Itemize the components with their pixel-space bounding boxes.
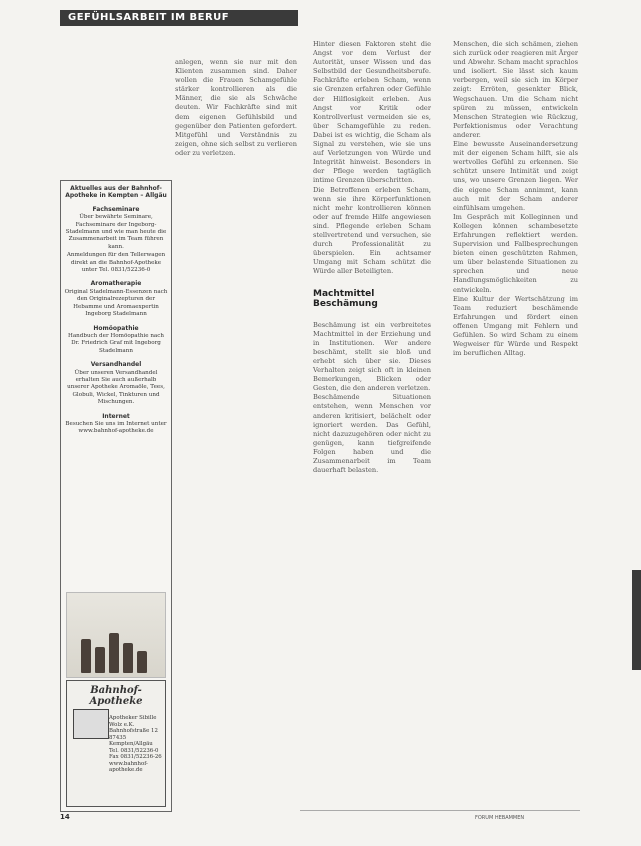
bottle-image: [95, 647, 105, 673]
ad-section-title: Fachseminare: [92, 205, 140, 213]
bottle-image: [123, 643, 133, 673]
pharmacy-address: [109, 707, 165, 774]
pharmacy-logo-box: [66, 680, 166, 807]
address-line: www.bahnhof-apotheke.de: [109, 760, 148, 773]
text-column-2: [313, 40, 431, 475]
paragraph: Menschen, die sich schämen, ziehen sich zurück oder reagieren mit Ärger und Abwehr. Scham macht sprachlos und isoliert. Sie lässt sich kaum verbergen, weil sie sich im Körper zeigt: Erröten, gesenkter Blick, Wegschauen. Um die Scham nicht spüren zu müssen, entwickeln Menschen Strategien wie Rückzug, Perfektionismus oder Verachtung anderer.: [453, 40, 578, 139]
ad-section-text: Anmeldungen für den Tellerwagen direkt an die Bahnhof-Apotheke unter Tel. 0831/52236-0: [66, 252, 166, 274]
ad-section-title: Internet: [102, 412, 130, 420]
ad-section-text: Über unseren Versandhandel erhalten Sie auch außerhalb unserer Apotheke Aromaöle, Tees, Globuli, Wickel, Tinkturen und Mischungen.: [67, 369, 165, 406]
section-header: [60, 10, 298, 26]
subheading: Machtmittel Beschämung: [313, 289, 378, 309]
paragraph: Die Betroffenen erleben Scham, wenn sie ihre Körperfunktionen nicht mehr kontrollieren können oder auf fremde Hilfe angewiesen sind. Pflegende erleben Scham stellvertretend und versuchen, sie durch Professionalität zu überspielen. Ein achtsamer Umgang mit Scham schützt die Würde aller Beteiligten.: [313, 185, 431, 276]
ad-section-title: Versandhandel: [90, 361, 142, 369]
bottle-image: [81, 639, 91, 673]
ad-section-title: Homöopathie: [93, 324, 139, 332]
address-line: Tel. 0831/52236-0: [109, 747, 159, 754]
paragraph: Hinter diesen Faktoren steht die Angst vor dem Verlust der Autorität, unser Wissen und das Selbstbild der Gesundheitsberufe. Fachkräfte erleben Scham, wenn sie Grenzen erfahren oder Gefühle der Hilflosigkeit erleben. Aus Angst vor Kritik oder Kontrollverlust vermeiden sie es, über Schamgefühle zu reden. Dabei ist es wichtig, die Scham als Signal zu verstehen, wie sie uns auf Verletzungen von Würde und Integrität hinweist. Besonders in der Pflege werden tagtäglich intime Grenzen überschritten.: [313, 40, 431, 185]
section-title: GEFÜHLSARBEIT IM BERUF: [68, 12, 230, 23]
page-number: 14: [60, 813, 70, 821]
paragraph: Eine bewusste Auseinandersetzung mit der eigenen Scham hilft, sie als wertvolles Gefühl zu erkennen. Sie schützt unsere Intimität und zeigt uns, wo unsere Grenzen liegen. Wer die eigene Scham annimmt, kann auch mit der Scham anderer einfühlsam umgehen.: [453, 140, 578, 212]
address-line: Apotheker Sibille Wolz e.K.: [109, 715, 157, 728]
bottle-image: [109, 633, 119, 673]
ad-section-text: Besuchen Sie uns im Internet unter www.bahnhof-apotheke.de: [65, 420, 167, 435]
edge-tab: [632, 570, 641, 670]
pharmacy-logo-name: Bahnhof-Apotheke: [89, 685, 143, 707]
address-line: 87435 Kempten/Allgäu: [109, 734, 153, 747]
paragraph: Beschämende Situationen entstehen, wenn Menschen vor anderen kritisiert, belächelt oder ignoriert werden. Das Gefühl, nicht dazuzugehören oder nicht zu genügen, kann tiefgreifende Folgen haben und die Zusammenarbeit im Team dauerhaft belasten.: [313, 393, 431, 475]
ad-section-text: Handbuch der Homöopathie nach Dr. Friedrich Graf mit Ingeborg Stadelmann: [67, 332, 165, 354]
text-column-3: [453, 40, 578, 358]
paragraph: Im Gespräch mit Kolleginnen und Kollegen können schambesetzte Erfahrungen reflektiert werden. Supervision und Fallbesprechungen bieten einen geschützten Rahmen, um über belastende Situationen zu sprechen und neue Handlungsmöglichkeiten zu entwickeln.: [453, 212, 578, 294]
paragraph: Beschämung ist ein verbreitetes Machtmittel in der Erziehung und in Institutionen. Wer andere beschämt, stellt sie bloß und erhebt sich über sie. Dieses Verhalten zeigt sich oft in kleinen Bemerkungen, Blicken oder Gesten, die den anderen verletzen.: [313, 320, 431, 393]
address-line: Bahnhofstraße 12: [109, 728, 158, 734]
product-photo: [66, 592, 166, 678]
ad-section-title: Aromatherapie: [90, 280, 142, 288]
journal-name: FORUM HEBAMMEN: [475, 815, 525, 821]
footer-rule: [300, 810, 580, 811]
building-icon: [73, 709, 109, 739]
text-column-1: [175, 58, 297, 158]
ad-section-text: Über bewährte Seminare, Fachseminare der Ingeborg-Stadelmann und wie man heute die Zusammenarbeit im Team führen kann.: [65, 214, 167, 250]
paragraph: anlegen, wenn sie nur mit den Klienten zusammen sind. Daher wollen die Frauen Schamgefühle stärker kontrollieren als die Männer, die sie als Schwäche deuten. Wir Fachkräfte sind mit dem eigenen Gefühlsbild und gegenüber den Patienten gefordert. Mitgefühl und Verständnis zu zeigen, ohne sich selbst zu verlieren oder zu verletzen.: [175, 58, 297, 157]
bottle-image: [137, 651, 147, 673]
address-line: Fax 0831/52236-26: [109, 754, 162, 760]
ad-section-text: Original Stadelmann-Essenzen nach den Originalrezepturen der Hebamme und Aromaexpertin Ingeborg Stadelmann: [64, 288, 168, 318]
ad-heading: Aktuelles aus der Bahnhof-Apotheke in Kempten – Allgäu: [65, 185, 167, 200]
paragraph: Eine Kultur der Wertschätzung im Team reduziert beschämende Erfahrungen und fördert einen offenen Umgang mit Fehlern und Gefühlen. So wird Scham zu einem Wegweiser für Würde und Respekt im beruflichen Alltag.: [453, 294, 578, 358]
